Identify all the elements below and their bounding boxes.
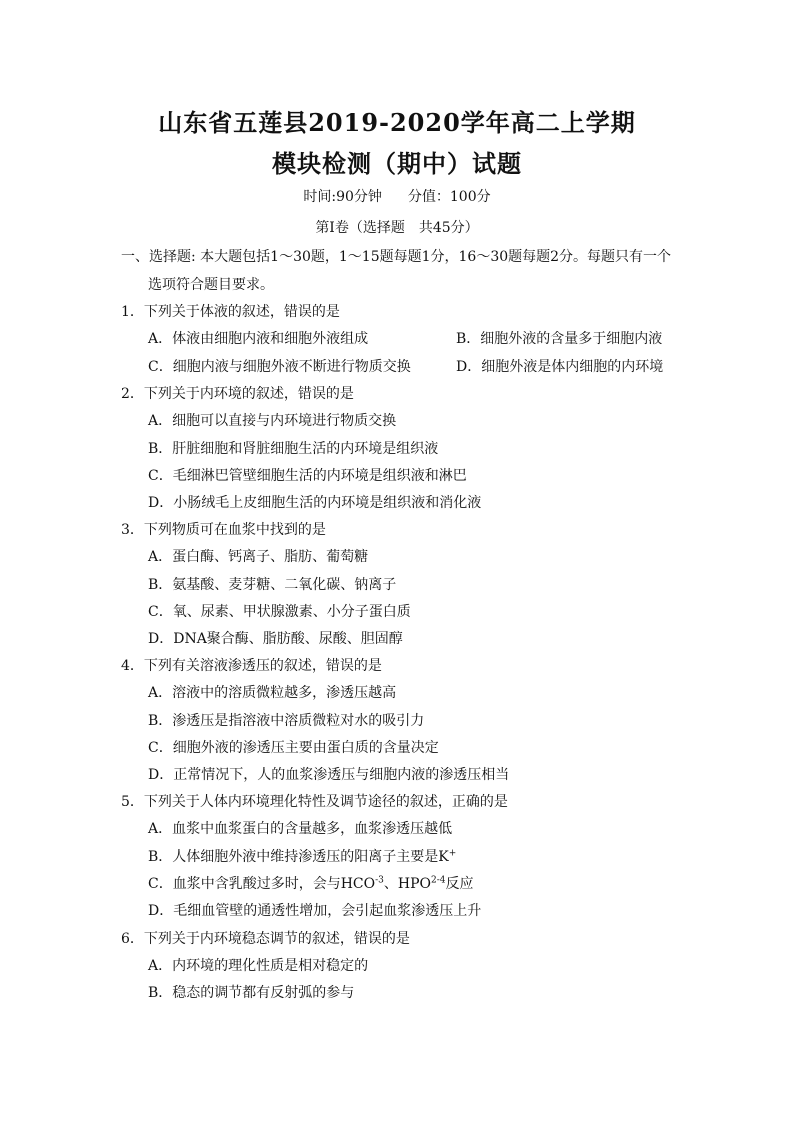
section-instructions-line2: 选项符合题目要求。 bbox=[148, 277, 274, 293]
exam-time: 时间:90分钟 bbox=[303, 189, 382, 205]
exam-meta bbox=[0, 186, 794, 206]
question-6-option-b: B．稳态的调节都有反射弧的参与 bbox=[148, 985, 355, 1001]
question-1-option-c: C．细胞内液与细胞外液不断进行物质交换 bbox=[148, 359, 411, 375]
question-5-option-c bbox=[148, 875, 474, 893]
question-5-option-b bbox=[148, 848, 456, 866]
question-5-option-c-mid: 、HPO bbox=[383, 876, 432, 892]
volume-heading: 第Ⅰ卷（选择题 共45分） bbox=[315, 220, 479, 236]
potassium-ion-charge: + bbox=[448, 848, 457, 859]
phosphate-charge: 2-4 bbox=[431, 875, 446, 886]
question-5-option-b-text: B．人体细胞外液中维持渗透压的阳离子主要是K bbox=[148, 849, 449, 865]
question-1-option-b: B．细胞外液的含量多于细胞内液 bbox=[456, 331, 663, 347]
question-1-stem: 1．下列关于体液的叙述，错误的是 bbox=[121, 304, 340, 320]
question-2-option-a: A．细胞可以直接与内环境进行物质交换 bbox=[148, 413, 397, 429]
question-3-stem: 3．下列物质可在血浆中找到的是 bbox=[121, 522, 326, 538]
question-4-option-c: C．细胞外液的渗透压主要由蛋白质的含量决定 bbox=[148, 740, 439, 756]
question-5-option-d: D．毛细血管壁的通透性增加，会引起血浆渗透压上升 bbox=[148, 903, 482, 919]
question-6-option-a: A．内环境的理化性质是相对稳定的 bbox=[148, 958, 369, 974]
question-1-option-a: A．体液由细胞内液和细胞外液组成 bbox=[148, 331, 369, 347]
exam-title-line1: 山东省五莲县2019-2020学年高二上学期 bbox=[158, 108, 636, 137]
question-4-stem: 4．下列有关溶液渗透压的叙述，错误的是 bbox=[121, 658, 382, 674]
section-instructions-line1: 一、选择题: 本大题包括1～30题，1～15题每题1分，16～30题每题2分。每题只有一个 bbox=[121, 249, 672, 265]
question-4-option-d: D．正常情况下，人的血浆渗透压与细胞内液的渗透压相当 bbox=[148, 767, 510, 783]
bicarbonate-charge: -3 bbox=[375, 875, 384, 886]
question-1-option-d: D．细胞外液是体内细胞的内环境 bbox=[456, 359, 664, 375]
question-5-stem: 5．下列关于人体内环境理化特性及调节途径的叙述，正确的是 bbox=[121, 794, 508, 810]
question-5-option-c-tail: 反应 bbox=[445, 876, 474, 892]
question-3-option-d: D．DNA聚合酶、脂肪酸、尿酸、胆固醇 bbox=[148, 631, 403, 647]
question-6-stem: 6．下列关于内环境稳态调节的叙述，错误的是 bbox=[121, 931, 410, 947]
question-2-option-b: B．肝脏细胞和肾脏细胞生活的内环境是组织液 bbox=[148, 441, 439, 457]
question-4-option-b: B．渗透压是指溶液中溶质微粒对水的吸引力 bbox=[148, 713, 425, 729]
exam-title-line2: 模块检测（期中）试题 bbox=[272, 149, 522, 178]
question-3-option-c: C．氧、尿素、甲状腺激素、小分子蛋白质 bbox=[148, 604, 411, 620]
question-5-option-a: A．血浆中血浆蛋白的含量越多，血浆渗透压越低 bbox=[148, 821, 453, 837]
question-2-stem: 2．下列关于内环境的叙述，错误的是 bbox=[121, 386, 354, 402]
exam-score: 分值：100分 bbox=[407, 189, 491, 205]
question-2-option-d: D．小肠绒毛上皮细胞生活的内环境是组织液和消化液 bbox=[148, 495, 482, 511]
question-4-option-a: A．溶液中的溶质微粒越多，渗透压越高 bbox=[148, 685, 397, 701]
question-3-option-a: A．蛋白酶、钙离子、脂肪、葡萄糖 bbox=[148, 549, 369, 565]
question-3-option-b: B．氨基酸、麦芽糖、二氧化碳、钠离子 bbox=[148, 577, 397, 593]
question-2-option-c: C．毛细淋巴管壁细胞生活的内环境是组织液和淋巴 bbox=[148, 468, 467, 484]
question-5-option-c-text: C．血浆中含乳酸过多时，会与HCO bbox=[148, 876, 376, 892]
